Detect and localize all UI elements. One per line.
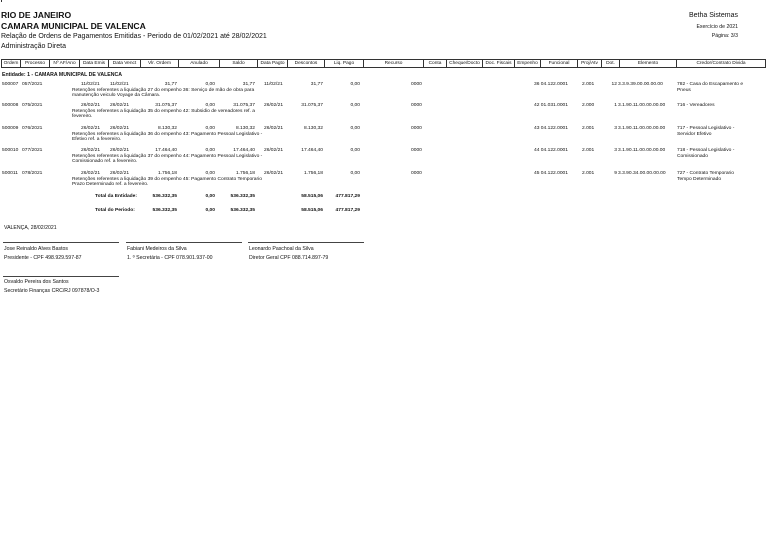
column-header: Anulado bbox=[178, 59, 220, 68]
discounts-value: 8.130,32 bbox=[303, 126, 323, 131]
signature-line bbox=[248, 242, 364, 243]
total-cancelled: 0,00 bbox=[205, 194, 215, 199]
allocation: 3 bbox=[614, 126, 617, 131]
allocation: 3 bbox=[614, 148, 617, 153]
due-date: 11/02/21 bbox=[110, 82, 129, 87]
discounts-value: 31.075,37 bbox=[301, 103, 323, 108]
project-activity: 2.000 bbox=[582, 103, 595, 108]
functional-code: 45 04.122.0001 bbox=[534, 171, 568, 176]
total-order-value: 536.332,35 bbox=[152, 194, 177, 199]
column-header: Data Emis bbox=[79, 59, 109, 68]
cancelled-value: 0,00 bbox=[205, 103, 215, 108]
column-header: Empenho bbox=[514, 59, 541, 68]
total-order-value: 536.332,35 bbox=[152, 208, 177, 213]
paid-value: 0,00 bbox=[350, 126, 360, 131]
signature-name: Fabiani Medeiros da Silva bbox=[127, 246, 187, 252]
resource-code: 0000 bbox=[411, 103, 422, 108]
system-name: Betha Sistemas bbox=[688, 12, 738, 19]
signature-role: Presidente - CPF 498.929.597-87 bbox=[4, 255, 82, 261]
discounts-value: 31,77 bbox=[310, 82, 323, 87]
total-balance: 536.332,35 bbox=[230, 194, 255, 199]
corner-mark bbox=[1, 0, 4, 2]
order-number: 500008 bbox=[2, 103, 19, 108]
creditor: 727 - Contrato Temporario Tempo Determinado bbox=[677, 171, 734, 182]
signature-role: 1. º Secretária - CPF 078.901.937-00 bbox=[127, 255, 213, 261]
issue-date: 26/02/21 bbox=[81, 126, 101, 131]
order-value: 17.464,40 bbox=[155, 148, 177, 153]
balance-value: 31,77 bbox=[242, 82, 255, 87]
expense-element: 3.1.90.11.00.00.00.00 bbox=[618, 103, 666, 108]
total-discounts: 58.515,06 bbox=[301, 194, 323, 199]
payment-date: 26/02/21 bbox=[264, 103, 284, 108]
column-header: Processo bbox=[20, 59, 50, 68]
issue-date: 26/02/21 bbox=[81, 148, 101, 153]
report-title: Relação de Ordens de Pagamentos Emitidas - Periodo de 01/02/2021 até 28/02/2021 bbox=[1, 33, 267, 40]
expense-element: 3.3.9.39.00.00.00.00 bbox=[618, 82, 663, 87]
balance-value: 17.464,40 bbox=[233, 148, 255, 153]
project-activity: 2.001 bbox=[582, 148, 595, 153]
exercise-label: Exercício de 2021 bbox=[696, 24, 738, 30]
cancelled-value: 0,00 bbox=[205, 126, 215, 131]
process-number: 078/2021 bbox=[22, 171, 43, 176]
due-date: 26/02/21 bbox=[110, 126, 130, 131]
signature-line bbox=[126, 242, 242, 243]
process-number: 057/2021 bbox=[22, 82, 43, 87]
column-header: Nº AF/Ano bbox=[49, 59, 80, 68]
resource-code: 0000 bbox=[411, 148, 422, 153]
process-number: 077/2021 bbox=[22, 148, 43, 153]
order-number: 500010 bbox=[2, 148, 19, 153]
discounts-value: 1.756,18 bbox=[303, 171, 323, 176]
due-date: 26/02/21 bbox=[110, 171, 130, 176]
column-header: Saldo bbox=[219, 59, 258, 68]
row-description: Retenções referentes a liquidação 35 do empenho 42: Subsidio de vereadores ref. a fevereiro. bbox=[72, 108, 255, 120]
state-title: RIO DE JANEIRO bbox=[1, 10, 72, 20]
row-description: Retenções referentes a liquidação 36 do empenho 43: Pagamento Pessoal Legislativo - Efetivo ref. a fevereiro. bbox=[72, 131, 263, 143]
row-description: Retenções referentes a liquidação 27 do empenho 36: Serviço de mão de obra para manutenção veiculo Voyage da Câmara. bbox=[72, 87, 255, 99]
resource-code: 0000 bbox=[411, 82, 422, 87]
resource-code: 0000 bbox=[411, 126, 422, 131]
column-header: Data Venct bbox=[108, 59, 141, 68]
column-header: Conta bbox=[423, 59, 447, 68]
resource-code: 0000 bbox=[411, 171, 422, 176]
due-date: 26/02/21 bbox=[110, 148, 130, 153]
signature-name: Osvaldo Pereira dos Santos bbox=[4, 279, 69, 285]
signature-role: Diretor Geral CPF 088.714.897-79 bbox=[249, 255, 329, 261]
project-activity: 2.001 bbox=[582, 171, 595, 176]
department-label: Administração Direta bbox=[1, 43, 66, 50]
payment-date: 26/02/21 bbox=[264, 126, 284, 131]
order-value: 1.756,18 bbox=[157, 171, 177, 176]
functional-code: 43 04.122.0001 bbox=[534, 126, 568, 131]
process-number: 076/2021 bbox=[22, 126, 43, 131]
allocation: 1 bbox=[614, 103, 617, 108]
functional-code: 44 04.122.0001 bbox=[534, 148, 568, 153]
order-value: 8.130,32 bbox=[157, 126, 177, 131]
payment-date: 26/02/21 bbox=[264, 148, 284, 153]
cancelled-value: 0,00 bbox=[205, 82, 215, 87]
creditor: 717 - Pessoal Legislativo - Servidor Efetivo bbox=[677, 126, 735, 137]
balance-value: 31.075,37 bbox=[233, 103, 255, 108]
issue-date: 26/02/21 bbox=[81, 171, 101, 176]
signature-line bbox=[3, 276, 119, 277]
total-cancelled: 0,00 bbox=[205, 208, 215, 213]
balance-value: 1.756,18 bbox=[235, 171, 255, 176]
page-number: Página: 3/3 bbox=[711, 33, 738, 39]
issue-date: 26/02/21 bbox=[81, 103, 101, 108]
balance-value: 8.130,32 bbox=[235, 126, 255, 131]
allocation: 9 bbox=[614, 171, 617, 176]
process-number: 075/2021 bbox=[22, 103, 43, 108]
cancelled-value: 0,00 bbox=[205, 148, 215, 153]
expense-element: 3.1.90.11.00.00.00.00 bbox=[618, 148, 666, 153]
expense-element: 3.1.90.11.00.00.00.00 bbox=[618, 126, 666, 131]
entity-line: Entidade: 1 - CAMARA MUNICIPAL DE VALENCA bbox=[2, 72, 122, 78]
signature-line bbox=[3, 242, 119, 243]
total-label: Total do Periodo: bbox=[95, 208, 135, 213]
paid-value: 0,00 bbox=[350, 171, 360, 176]
creditor: 782 - Casa do Escapamento e Pneus bbox=[677, 82, 744, 93]
total-paid: 477.817,29 bbox=[335, 208, 360, 213]
creditor: 718 - Pessoal Legislativo - Comissionado bbox=[677, 148, 735, 159]
signature-role: Secretário Finanças CRC/RJ 097878/O-3 bbox=[4, 288, 100, 294]
column-header: Recurso bbox=[363, 59, 424, 68]
paid-value: 0,00 bbox=[350, 82, 360, 87]
discounts-value: 17.464,40 bbox=[301, 148, 323, 153]
order-value: 31,77 bbox=[164, 82, 177, 87]
total-balance: 536.332,35 bbox=[230, 208, 255, 213]
column-header: Doc. Fiscais bbox=[482, 59, 515, 68]
allocation: 12 bbox=[611, 82, 617, 87]
column-header: Elemento bbox=[619, 59, 677, 68]
signature-name: Jose Reinaldo Alves Bastos bbox=[4, 246, 69, 252]
payment-date: 11/02/21 bbox=[264, 82, 283, 87]
due-date: 26/02/21 bbox=[110, 103, 130, 108]
project-activity: 2.001 bbox=[582, 82, 595, 87]
column-header: Descontos bbox=[287, 59, 325, 68]
functional-code: 42 01.031.0001 bbox=[534, 103, 568, 108]
creditor: 716 - Vereadores bbox=[677, 103, 715, 108]
column-header: Data Pagto bbox=[257, 59, 288, 68]
order-value: 31.075,37 bbox=[155, 103, 177, 108]
column-header: Ordem bbox=[1, 59, 21, 68]
paid-value: 0,00 bbox=[350, 103, 360, 108]
cancelled-value: 0,00 bbox=[205, 171, 215, 176]
total-label: Total da Entidade: bbox=[95, 194, 138, 199]
total-discounts: 58.515,06 bbox=[301, 208, 323, 213]
order-number: 500011 bbox=[2, 171, 18, 176]
issue-date: 11/02/21 bbox=[81, 82, 100, 87]
total-paid: 477.817,29 bbox=[335, 194, 360, 199]
row-description: Retenções referentes a liquidação 37 do empenho 44: Pagamento Pessoal Legislativo - Comissionado ref. a fevereiro. bbox=[72, 153, 263, 165]
functional-code: 36 04.122.0001 bbox=[534, 82, 568, 87]
row-description: Retenções referentes a liquidação 39 do empenho 45: Pagamento Contrato Temporario Prazo Determinado ref. a fevereiro. bbox=[72, 176, 262, 188]
signature-name: Leonardo Paschoal da Silva bbox=[249, 246, 314, 252]
place-date: VALENÇA, 28/02/2021 bbox=[4, 225, 57, 231]
column-header: Proj/Atv bbox=[577, 59, 602, 68]
order-number: 500007 bbox=[2, 82, 19, 87]
column-header: Credor/Contrato Divida bbox=[676, 59, 766, 68]
entity-title: CAMARA MUNICIPAL DE VALENCA bbox=[1, 21, 146, 31]
column-header: Dot. bbox=[601, 59, 620, 68]
column-header: Cheque/Docto bbox=[446, 59, 483, 68]
column-header: Liq. Pago bbox=[324, 59, 364, 68]
order-number: 500009 bbox=[2, 126, 19, 131]
expense-element: 3.3.90.34.00.00.00.00 bbox=[618, 171, 666, 176]
column-header: Vlr. Ordem bbox=[140, 59, 179, 68]
project-activity: 2.001 bbox=[582, 126, 595, 131]
paid-value: 0,00 bbox=[350, 148, 360, 153]
column-header: Funcional bbox=[540, 59, 578, 68]
payment-date: 26/02/21 bbox=[264, 171, 284, 176]
